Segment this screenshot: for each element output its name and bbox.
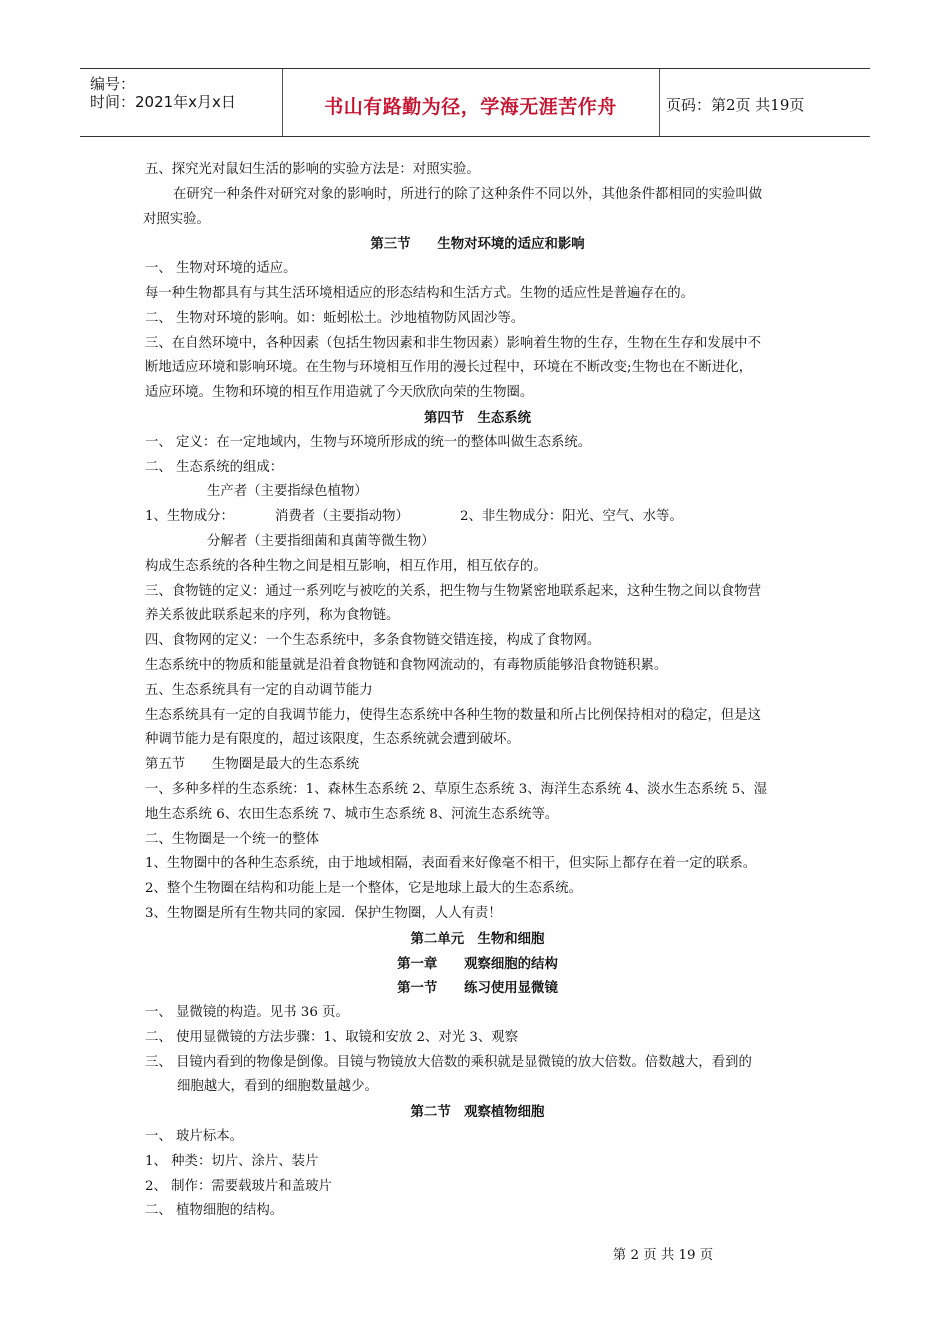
number-label: 编号： — [90, 75, 136, 93]
document-body — [145, 158, 810, 1224]
section-heading: 第四节 生态系统 — [423, 409, 532, 426]
header-meta-cell — [80, 69, 283, 136]
text-line: 在研究一种条件对研究对象的影响时，所进行的除了这种条件不同以外，其他条件都相同的实验叫做 — [173, 186, 763, 202]
text-line: 养关系彼此联系起来的序列，称为食物链。 — [145, 608, 400, 624]
text-line: 一、 生物对环境的适应。 — [145, 261, 297, 277]
text-line: 对照实验。 — [143, 211, 210, 227]
text-line: 每一种生物都具有与其生活环境相适应的形态结构和生活方式。生物的适应性是普遍存在的。 — [145, 285, 695, 301]
section-heading: 第三节 生物对环境的适应和影响 — [370, 236, 585, 253]
document-header — [80, 68, 870, 137]
motto: 书山有路勤为径，学海无涯苦作舟 — [324, 96, 617, 118]
text-line: 生态系统具有一定的自我调节能力，使得生态系统中各种生物的数量和所占比例保持相对的稳定，但是这 — [145, 707, 761, 723]
component-row — [145, 505, 810, 530]
text-line: 一、 玻片标本。 — [145, 1129, 243, 1145]
text-line: 四、食物网的定义：一个生态系统中，多条食物链交错连接，构成了食物网。 — [145, 633, 601, 649]
footer-page-number: 第 2 页 共 19 页 — [612, 1248, 714, 1263]
text-line: 断地适应环境和影响环境。在生物与环境相互作用的漫长过程中，环境在不断改变;生物也在不断进化， — [145, 360, 753, 376]
text-line: 地生态系统 6、农田生态系统 7、城市生态系统 8、河流生态系统等。 — [145, 806, 559, 822]
text-line: 第五节 生物圈是最大的生态系统 — [145, 757, 360, 773]
page-info: 页码：第2页 共19页 — [666, 96, 805, 114]
text-line: 1、 种类：切片、涂片、装片 — [145, 1153, 319, 1169]
text-line: 3、生物圈是所有生物共同的家园．保护生物圈，人人有责！ — [145, 905, 502, 921]
section-heading: 第一节 练习使用显微镜 — [397, 980, 558, 997]
time-label: 时间：2021年x月x日 — [90, 93, 236, 111]
bio-component-label: 1、生物成分： — [145, 509, 234, 525]
text-line: 二、生物圈是一个统一的整体 — [145, 831, 320, 847]
text-line: 2、整个生物圈在结构和功能上是一个整体，它是地球上最大的生态系统。 — [145, 881, 583, 897]
text-line: 1、生物圈中的各种生态系统，由于地域相隔，表面看来好像毫不相干，但实际上都存在着一定的联系。 — [145, 856, 757, 872]
text-line: 细胞越大，看到的细胞数量越少。 — [177, 1079, 378, 1095]
text-line: 适应环境。生物和环境的相互作用造就了今天欣欣向荣的生物圈。 — [145, 385, 534, 401]
section-heading: 第二节 观察植物细胞 — [410, 1104, 545, 1121]
text-line: 三、在自然环境中，各种因素（包括生物因素和非生物因素）影响着生物的生存，生物在生存和发展中不 — [145, 335, 761, 351]
header-motto-cell — [282, 69, 660, 136]
text-line: 一、 显微镜的构造。见书 36 页。 — [145, 1005, 349, 1021]
text-line: 二、 使用显微镜的方法步骤：1、取镜和安放 2、对光 3、观察 — [145, 1029, 519, 1045]
text-line: 二、 生态系统的组成： — [145, 459, 284, 475]
text-line: 五、探究光对鼠妇生活的影响的实验方法是：对照实验。 — [145, 162, 480, 177]
text-line: 二、 植物细胞的结构。 — [145, 1203, 284, 1219]
text-line: 三、食物链的定义：通过一系列吃与被吃的关系，把生物与生物紧密地联系起来，这种生物之间以食物营 — [145, 583, 761, 599]
text-line: 二、 生物对环境的影响。如：蚯蚓松土。沙地植物防风固沙等。 — [145, 310, 525, 326]
text-line: 种调节能力是有限度的，超过该限度，生态系统就会遭到破坏。 — [145, 732, 520, 748]
text-line: 一、 定义：在一定地域内，生物与环境所形成的统一的整体叫做生态系统。 — [145, 434, 592, 450]
text-line: 三、 目镜内看到的物像是倒像。目镜与物镜放大倍数的乘积就是显微镜的放大倍数。倍数越大，看到的 — [145, 1054, 752, 1070]
page-footer — [0, 1244, 950, 1263]
text-line: 2、 制作：需要载玻片和盖玻片 — [145, 1178, 332, 1194]
unit-heading: 第二单元 生物和细胞 — [410, 930, 545, 947]
text-line: 生产者（主要指绿色植物） — [207, 484, 368, 500]
text-line: 一、多种多样的生态系统：1、森林生态系统 2、草原生态系统 3、海洋生态系统 4、淡水生态系统 5、湿 — [145, 781, 768, 797]
abiotic-component: 2、非生物成分：阳光、空气、水等。 — [460, 509, 683, 525]
text-line: 生态系统中的物质和能量就是沿着食物链和食物网流动的，有毒物质能够沿食物链积累。 — [145, 657, 668, 673]
chapter-heading: 第一章 观察细胞的结构 — [397, 955, 558, 972]
text-line: 构成生态系统的各种生物之间是相互影响，相互作用，相互依存的。 — [145, 558, 547, 574]
text-line: 分解者（主要指细菌和真菌等微生物） — [207, 533, 435, 549]
header-page-cell — [660, 69, 870, 136]
text-line: 五、生态系统具有一定的自动调节能力 — [145, 682, 373, 698]
consumer-item: 消费者（主要指动物） — [275, 509, 409, 525]
